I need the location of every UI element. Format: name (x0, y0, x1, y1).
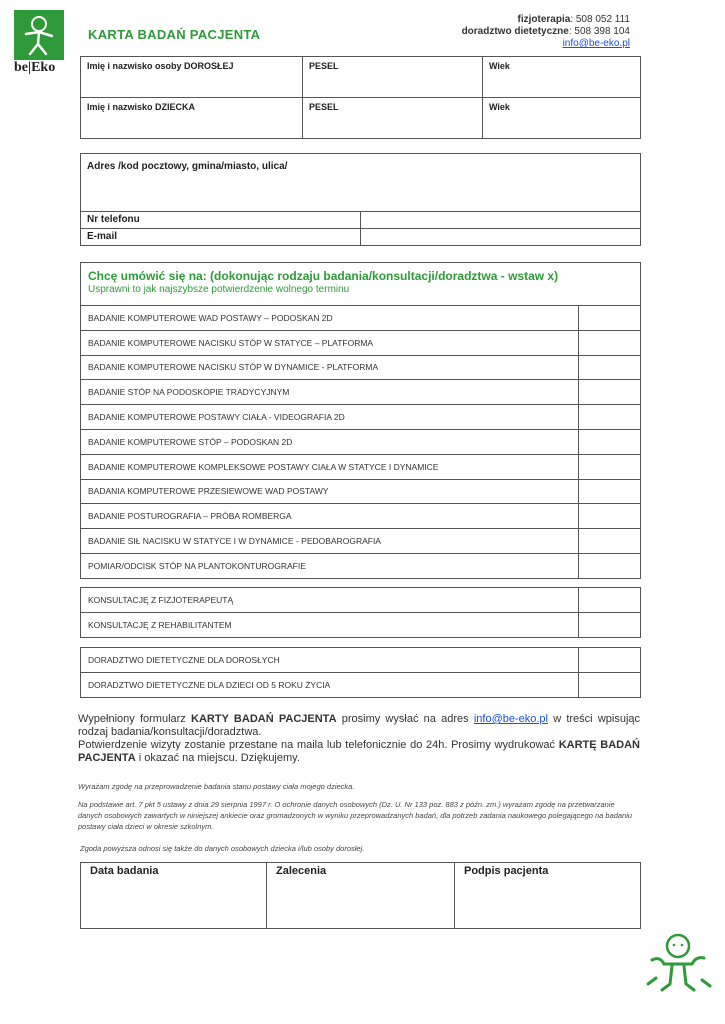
exam-label: BADANIE KOMPUTEROWE KOMPLEKSOWE POSTAWY CIAŁA W STATYCE I DYNAMICE (81, 454, 579, 479)
patient-table (80, 56, 641, 139)
diet-label: DORADZTWO DIETETYCZNE DLA DOROSŁYCH (81, 648, 579, 673)
table-row (81, 612, 641, 637)
services-subtitle: Usprawni to jak najszybsze potwierdzenie wolnego terminu (88, 284, 350, 295)
table-row (81, 405, 641, 430)
exam-checkbox[interactable] (579, 405, 641, 430)
services-header (81, 263, 641, 306)
exam-checkbox[interactable] (579, 454, 641, 479)
table-row (81, 863, 641, 929)
page-title: KARTA BADAŃ PACJENTA (88, 27, 261, 42)
table-row (81, 306, 641, 331)
exam-label: BADANIE STÓP NA PODOSKOPIE TRADYCYJNYM (81, 380, 579, 405)
exam-label: BADANIE KOMPUTEROWE NACISKU STÓP W STATYCE – PLATFORMA (81, 330, 579, 355)
consultation-label: KONSULTACJĘ Z REHABILITANTEM (81, 612, 579, 637)
consultation-label: KONSULTACJĘ Z FIZJOTERAPEUTĄ (81, 588, 579, 613)
exam-checkbox[interactable] (579, 429, 641, 454)
email-link[interactable]: info@be-eko.pl (473, 713, 548, 725)
contact-info (462, 14, 630, 50)
table-row (81, 672, 641, 697)
table-row (81, 529, 641, 554)
diet-label: doradztwo dietetyczne (461, 26, 569, 37)
table-row (81, 263, 641, 306)
consultations-table (80, 587, 641, 638)
exam-label: BADANIE KOMPUTEROWE NACISKU STÓP W DYNAMICE - PLATFORMA (81, 355, 579, 380)
email-input[interactable] (361, 229, 641, 246)
services-table (80, 262, 641, 579)
age-child-field[interactable]: Wiek (483, 98, 641, 139)
consent-1: Wyrażam zgodę na przeprowadzenie badania stanu postawy ciała mojego dziecka. (78, 782, 355, 791)
email-label: E-mail (81, 229, 361, 246)
table-row (81, 588, 641, 613)
table-row (81, 504, 641, 529)
table-row (81, 454, 641, 479)
table-row (81, 229, 641, 246)
text: i okazać na miejscu. Dziękujemy. (135, 752, 300, 764)
text: Potwierdzenie wizyty zostanie przestane na maila lub telefonicznie do 24h. Prosimy wydrukować (78, 739, 559, 751)
address-field[interactable]: Adres /kod pocztowy, gmina/miasto, ulica/ (81, 154, 641, 212)
instructions-p1 (78, 713, 640, 739)
text: w treści wpisując rodzaj badania/konsultacji/doradztwa. (78, 713, 641, 738)
child-name-field[interactable]: Imię i nazwisko DZIECKA (81, 98, 303, 139)
phone-label: Nr telefonu (81, 212, 361, 229)
table-row (81, 553, 641, 578)
diet-phone: : 508 398 104 (568, 26, 630, 37)
exam-label: POMIAR/ODCISK STÓP NA PLANTOKONTUROGRAFIE (81, 553, 579, 578)
diet-checkbox[interactable] (579, 648, 641, 673)
instructions-p2 (78, 739, 640, 765)
exam-checkbox[interactable] (579, 553, 641, 578)
consultation-checkbox[interactable] (579, 612, 641, 637)
text: Wypełniony formularz (78, 713, 192, 725)
consent-3: Zgoda powyższa odnosi się także do danych osobowych dziecka i/lub osoby dorosłej. (80, 844, 365, 853)
signature-table (80, 862, 641, 929)
exam-checkbox[interactable] (579, 306, 641, 331)
adult-name-field[interactable]: Imię i nazwisko osoby DOROSŁEJ (81, 57, 303, 98)
table-row (81, 330, 641, 355)
consultation-checkbox[interactable] (579, 588, 641, 613)
exam-label: BADANIE SIŁ NACISKU W STATYCE I W DYNAMICE - PEDOBAROGRAFIA (81, 529, 579, 554)
diet-table (80, 647, 641, 698)
mascot-icon (642, 928, 714, 1005)
table-row (81, 380, 641, 405)
phone-input[interactable] (361, 212, 641, 229)
exam-checkbox[interactable] (579, 355, 641, 380)
services-title: Chcę umówić się na: (dokonując rodzaju badania/konsultacji/doradztwa - wstaw x) (88, 269, 559, 283)
text-bold: KARTY BADAŃ PACJENTA (191, 713, 337, 725)
logo-text: be|Eko (14, 60, 56, 75)
pesel-adult-field[interactable]: PESEL (303, 57, 483, 98)
signature-field[interactable]: Podpis pacjenta (455, 863, 641, 929)
exam-checkbox[interactable] (579, 479, 641, 504)
date-field[interactable]: Data badania (81, 863, 267, 929)
fizjo-phone: : 508 052 111 (570, 14, 630, 25)
table-row (81, 212, 641, 229)
exam-checkbox[interactable] (579, 380, 641, 405)
table-row (81, 479, 641, 504)
exam-label: BADANIE KOMPUTEROWE STÓP – PODOSKAN 2D (81, 429, 579, 454)
exam-label: BADANIE KOMPUTEROWE WAD POSTAWY – PODOSKAN 2D (81, 306, 579, 331)
diet-checkbox[interactable] (579, 672, 641, 697)
diet-label: DORADZTWO DIETETYCZNE DLA DZIECI OD 5 ROKU ŻYCIA (81, 672, 579, 697)
exam-label: BADANIE POSTUROGRAFIA – PRÓBA ROMBERGA (81, 504, 579, 529)
age-adult-field[interactable]: Wiek (483, 57, 641, 98)
text: prosimy wysłać na adres (336, 713, 474, 725)
text-bold: KARTĘ BADAŃ PACJENTA (78, 739, 640, 764)
table-row (81, 429, 641, 454)
email-link[interactable]: info@be-eko.pl (562, 38, 630, 49)
consent-2: Na podstawie art. 7 pkt 5 ustawy z dnia 29 sierpnia 1997 r. O ochronie danych osobowych (Dz. U. Nr 133 poz. 883 z późn. zm.) wyrażam zgodę na przetwarzanie danych osobowych zawartych w niniejszej ankiecie oraz gromadzonych w wyniku przeprowadzanych badań, dla potrzeb zadania naukowego polegającego na badaniu postawy ciała dzieci w okresie szkolnym. (78, 800, 633, 831)
contact-table (80, 153, 641, 246)
table-row (81, 355, 641, 380)
exam-checkbox[interactable] (579, 529, 641, 554)
pesel-child-field[interactable]: PESEL (303, 98, 483, 139)
exam-checkbox[interactable] (579, 330, 641, 355)
table-row (81, 648, 641, 673)
exam-label: BADANIE KOMPUTEROWE POSTAWY CIAŁA - VIDEOGRAFIA 2D (81, 405, 579, 430)
table-row (81, 98, 641, 139)
instructions (78, 713, 640, 765)
table-row (81, 57, 641, 98)
fizjo-label: fizjoterapia (517, 14, 571, 25)
table-row (81, 154, 641, 212)
logo-mark (14, 10, 64, 60)
exam-checkbox[interactable] (579, 504, 641, 529)
recommendations-field[interactable]: Zalecenia (267, 863, 455, 929)
exam-label: BADANIA KOMPUTEROWE PRZESIEWOWE WAD POSTAWY (81, 479, 579, 504)
